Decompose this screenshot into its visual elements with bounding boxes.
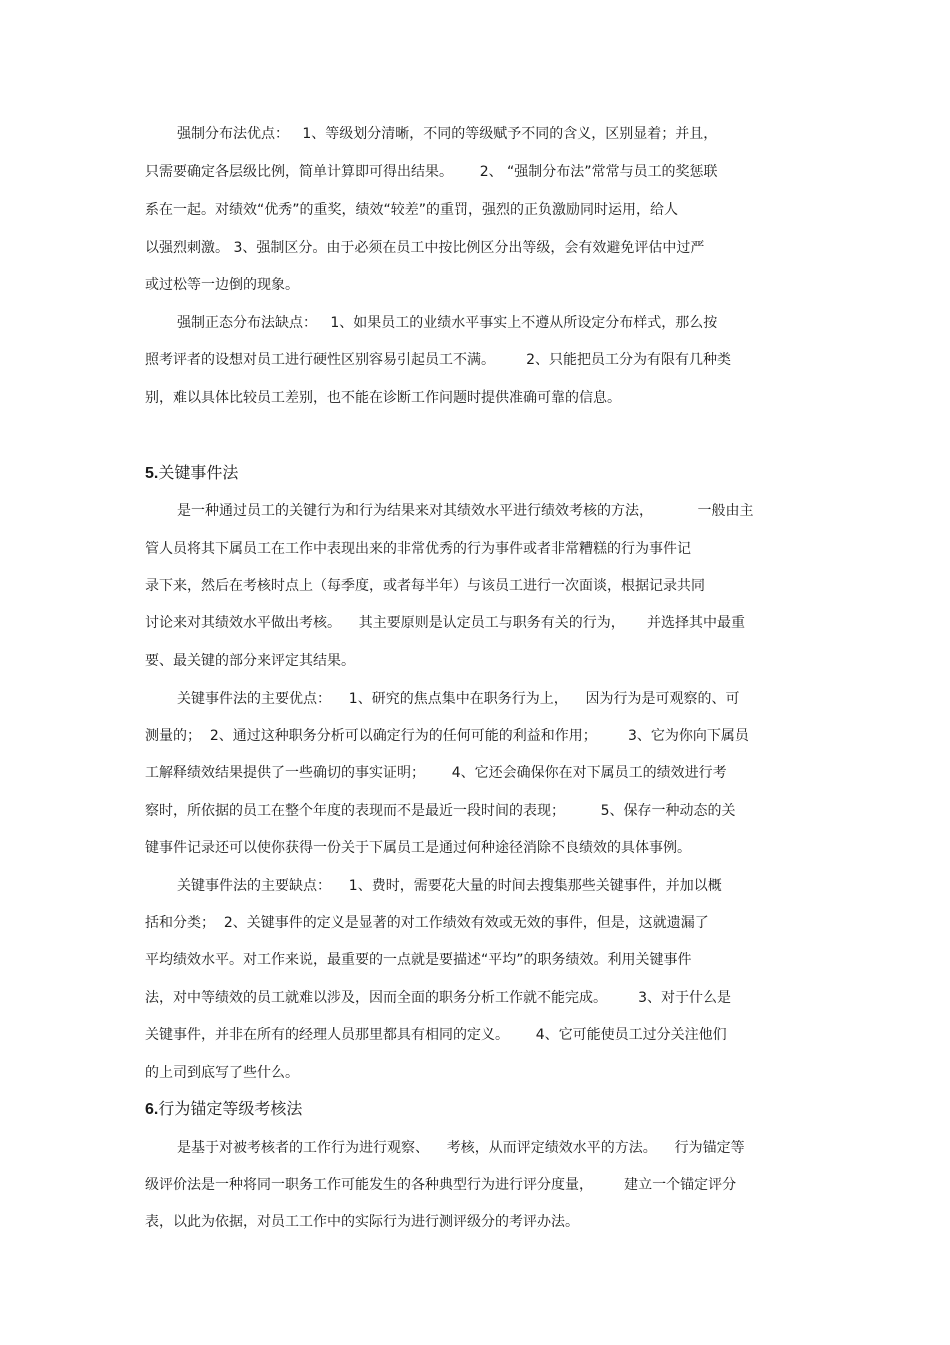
text-line: 讨论来对其绩效水平做出考核。 其主要原则是认定员工与职务有关的行为， 并选择其中最重 <box>145 615 746 631</box>
text-line: 或过松等一边倒的现象。 <box>145 277 299 293</box>
text-line: 强制分布法优点： 1、等级划分清晰，不同的等级赋予不同的含义，区别显着；并且， <box>177 126 718 142</box>
section-number: 5. <box>145 465 159 482</box>
text-line: 键事件记录还可以使你获得一份关于下属员工是通过何种途径消除不良绩效的具体事例。 <box>145 840 691 856</box>
section-heading <box>145 462 238 485</box>
text-line: 法，对中等绩效的员工就难以涉及，因而全面的职务分析工作就不能完成。 3、对于什么是 <box>145 990 732 1006</box>
text-line: 是基于对被考核者的工作行为进行观察、 考核，从而评定绩效水平的方法。 行为锚定等 <box>177 1140 745 1156</box>
text-line: 录下来，然后在考核时点上（每季度，或者每半年）与该员工进行一次面谈，根据记录共同 <box>145 578 705 594</box>
text-line: 工解释绩效结果提供了一些确切的事实证明； 4、它还会确保你在对下属员工的绩效进行考 <box>145 765 727 781</box>
section-title: 行为锚定等级考核法 <box>158 1099 303 1118</box>
section-title: 关键事件法 <box>158 463 239 482</box>
text-line: 察时，所依据的员工在整个年度的表现而不是最近一段时间的表现； 5、保存一种动态的关 <box>145 803 736 819</box>
text-line: 的上司到底写了些什么。 <box>145 1065 299 1081</box>
text-line: 括和分类； 2、关键事件的定义是显著的对工作绩效有效或无效的事件，但是，这就遗漏了 <box>145 915 709 931</box>
text-line: 表，以此为依据，对员工工作中的实际行为进行测评级分的考评办法。 <box>145 1214 579 1230</box>
text-line: 管人员将其下属员工在工作中表现出来的非常优秀的行为事件或者非常糟糕的行为事件记 <box>145 541 691 557</box>
text-line: 只需要确定各层级比例，简单计算即可得出结果。 2、 “强制分布法”常常与员工的奖惩联 <box>145 164 718 180</box>
section-number: 6. <box>145 1101 159 1118</box>
text-line: 平均绩效水平。对工作来说，最重要的一点就是要描述“平均”的职务绩效。利用关键事件 <box>145 952 692 968</box>
text-line: 强制正态分布法缺点： 1、如果员工的业绩水平事实上不遵从所设定分布样式，那么按 <box>177 315 718 331</box>
text-line: 测量的； 2、通过这种职务分析可以确定行为的任何可能的利益和作用； 3、它为你向下属员 <box>145 728 749 744</box>
text-line: 关键事件法的主要优点： 1、研究的焦点集中在职务行为上， 因为行为是可观察的、可 <box>177 691 740 707</box>
text-line: 关键事件，并非在所有的经理人员那里都具有相同的定义。 4、它可能使员工过分关注他们 <box>145 1027 727 1043</box>
text-line: 别，难以具体比较员工差别，也不能在诊断工作问题时提供准确可靠的信息。 <box>145 390 621 406</box>
text-line: 关键事件法的主要缺点： 1、费时，需要花大量的时间去搜集那些关键事件，并加以概 <box>177 878 722 894</box>
text-line: 照考评者的设想对员工进行硬性区别容易引起员工不满。 2、只能把员工分为有限有几种类 <box>145 352 732 368</box>
text-line: 是一种通过员工的关键行为和行为结果来对其绩效水平进行绩效考核的方法， 一般由主 <box>177 503 754 519</box>
text-line: 系在一起。对绩效“优秀”的重奖，绩效“较差”的重罚，强烈的正负激励同时运用，给人 <box>145 202 679 218</box>
section-heading <box>145 1098 302 1121</box>
text-line: 以强烈刺激。 3、强制区分。由于必须在员工中按比例区分出等级，会有效避免评估中过严 <box>145 240 705 256</box>
text-line: 级评价法是一种将同一职务工作可能发生的各种典型行为进行评分度量， 建立一个锚定评分 <box>145 1177 737 1193</box>
text-line: 要、最关键的部分来评定其结果。 <box>145 653 355 669</box>
